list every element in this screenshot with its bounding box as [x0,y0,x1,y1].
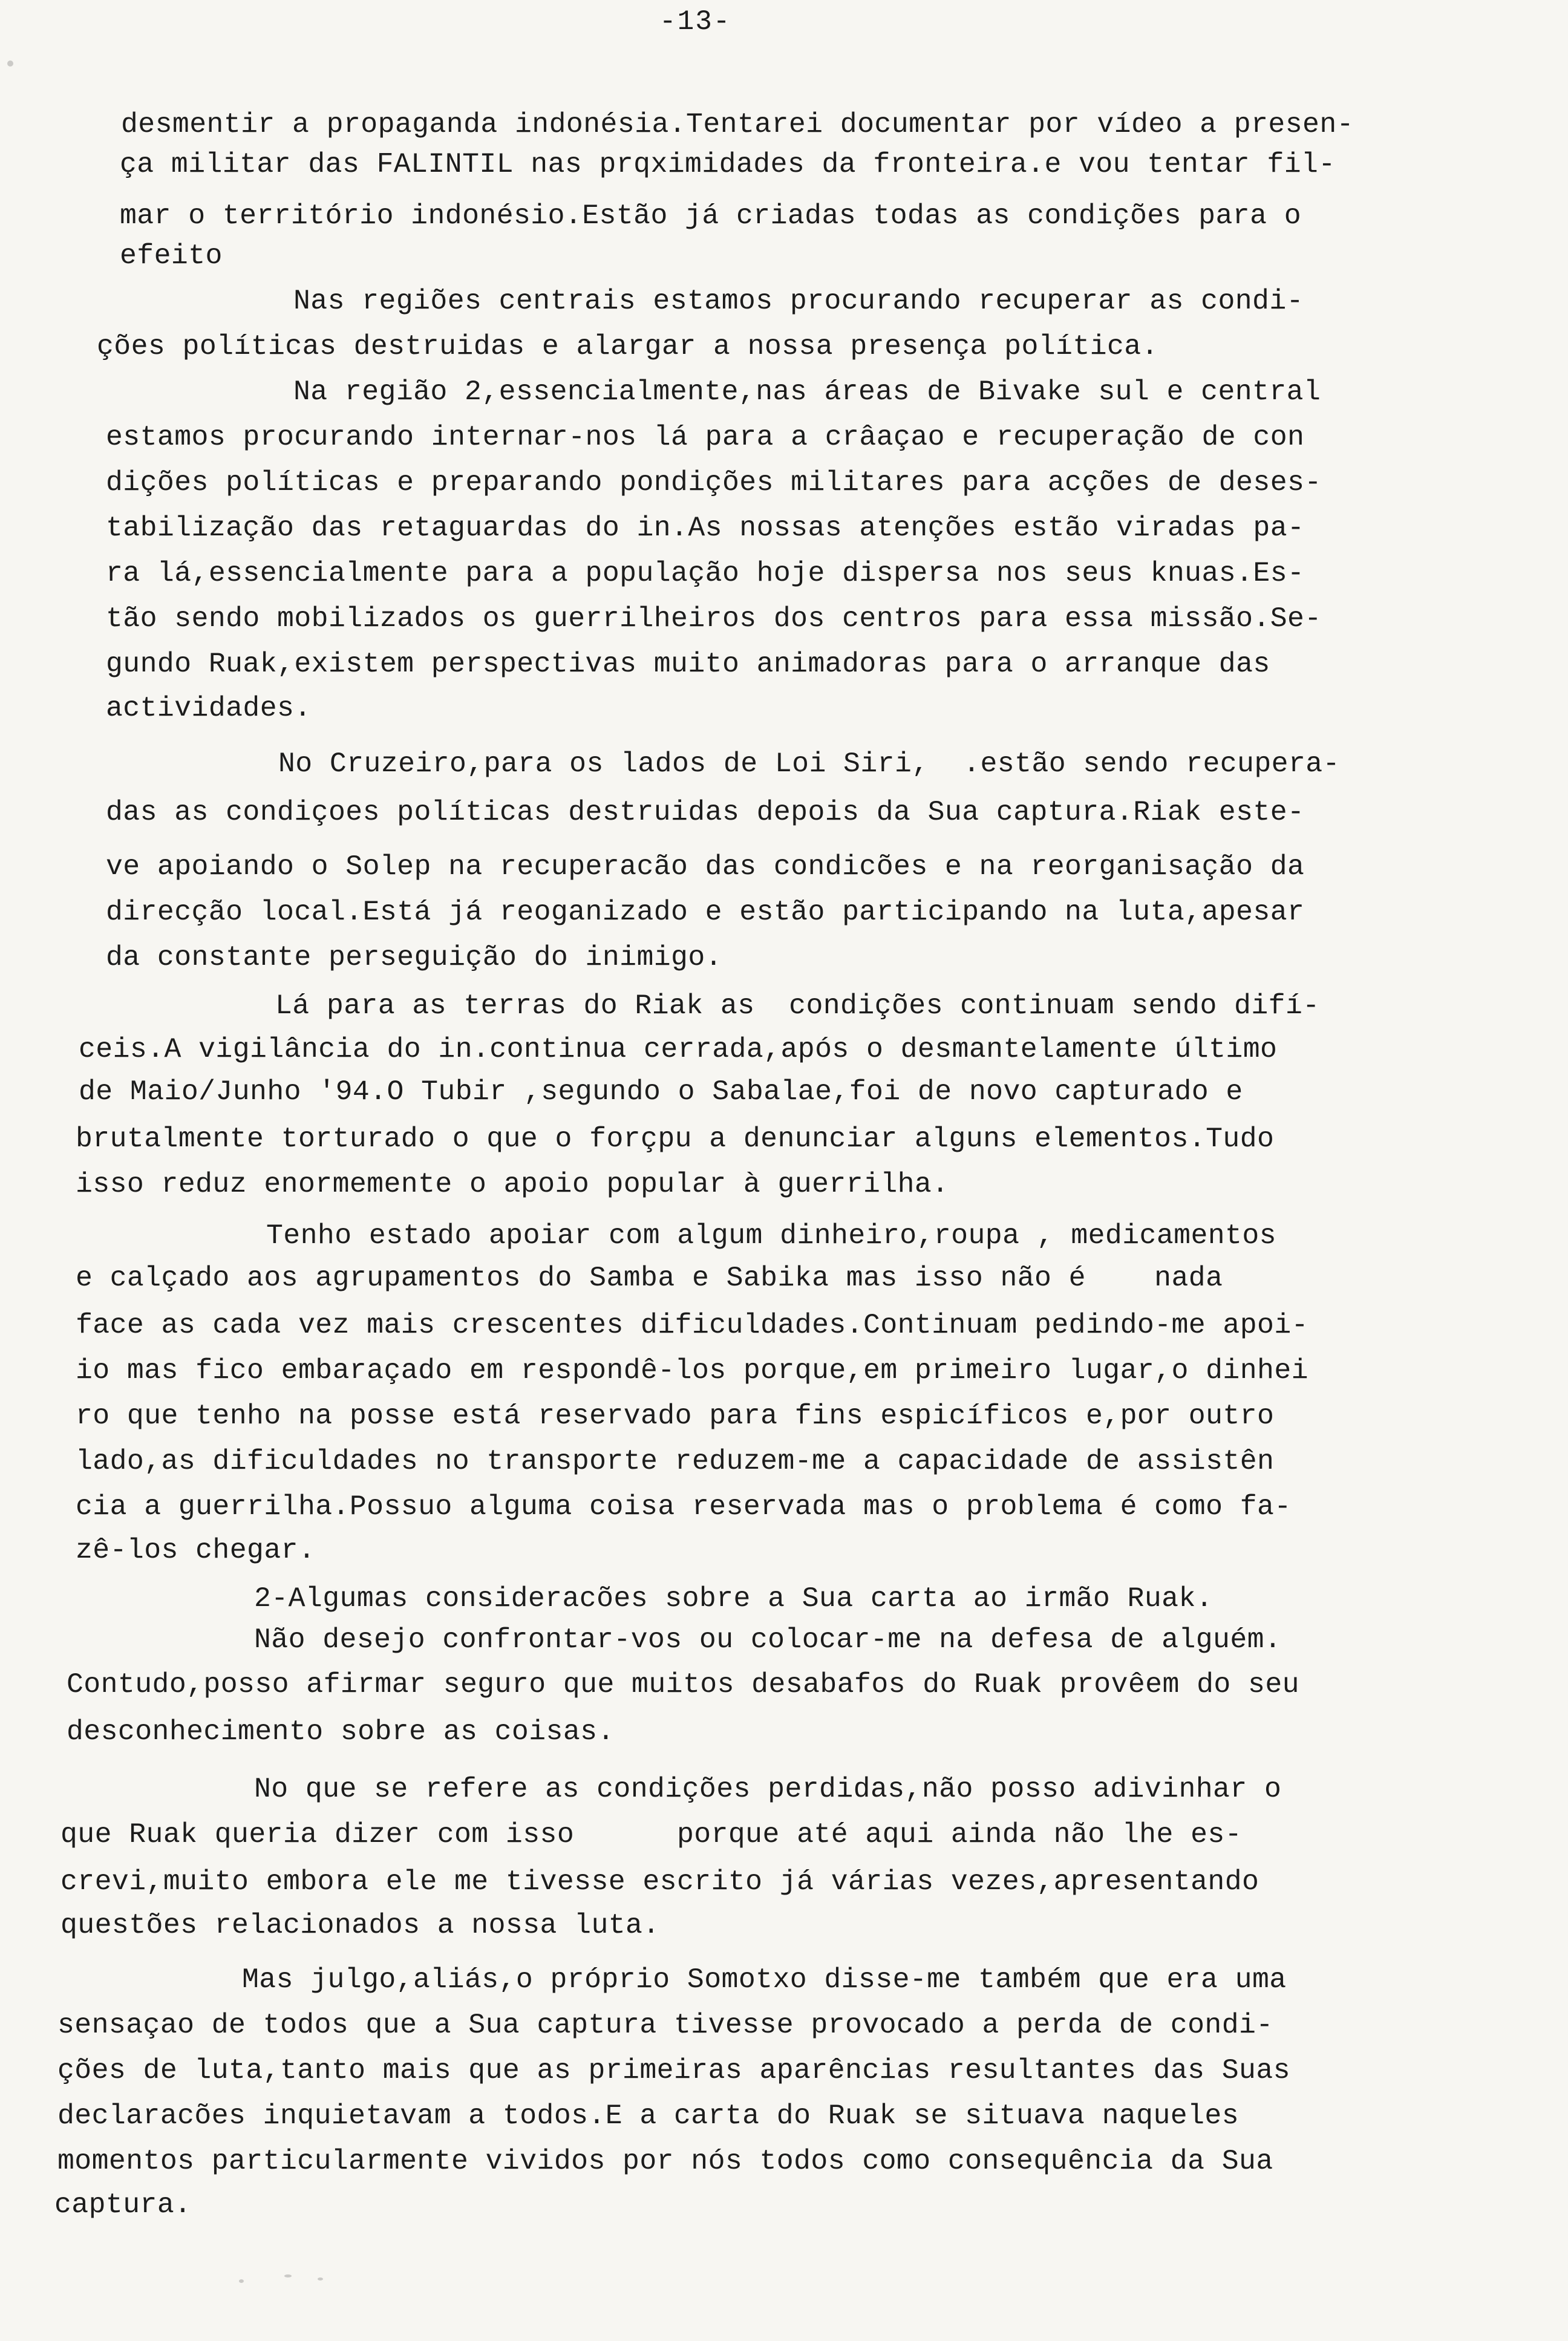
text-line: lado,as dificuldades no transporte reduzem-me a capacidade de assistên [76,1445,1275,1477]
text-line: momentos particularmente vividos por nós todos como consequência da Sua [57,2145,1273,2177]
text-line: Lá para as terras do Riak as condições continuam sendo difí- [275,990,1320,1022]
text-line: ve apoiando o Solep na recuperacão das condicões e na reorganisação da [106,851,1305,883]
text-line: io mas fico embaraçado em respondê-los porque,em primeiro lugar,o dinhei [76,1354,1308,1386]
text-line: Mas julgo,aliás,o próprio Somotxo disse-me também que era uma [242,1964,1287,1996]
text-line: No que se refere as condições perdidas,não posso adivinhar o [254,1773,1282,1805]
text-line: declaracões inquietavam a todos.E a carta do Ruak se situava naqueles [57,2100,1240,2132]
scan-smudge [284,2274,292,2277]
text-line: ções de luta,tanto mais que as primeiras aparências resultantes das Suas [57,2054,1290,2086]
text-line: No Cruzeiro,para os lados de Loi Siri, .estão sendo recupera- [278,748,1340,780]
text-line: cia a guerrilha.Possuo alguma coisa reservada mas o problema é como fa- [76,1490,1292,1523]
text-line: captura. [54,2189,192,2221]
text-line: Na região 2,essencialmente,nas áreas de Bivake sul e central [293,376,1321,408]
text-line: mar o território indonésio.Estão já criadas todas as condições para o [120,200,1302,232]
text-line: ra lá,essencialmente para a população hoje dispersa nos seus knuas.Es- [106,557,1305,589]
text-line: efeito [120,240,223,272]
text-line: Contudo,posso afirmar seguro que muitos desabafos do Ruak provêem do seu [67,1668,1299,1700]
scan-smudge [239,2279,244,2283]
text-line: e calçado aos agrupamentos do Samba e Sabika mas isso não é nada [76,1262,1223,1294]
text-line: questões relacionados a nossa luta. [60,1909,660,1941]
text-line: da constante perseguição do inimigo. [106,941,722,973]
scan-smudge [318,2277,323,2281]
text-line: ceis.A vigilância do in.continua cerrada,após o desmantelamente último [79,1033,1278,1065]
text-line: que Ruak queria dizer com isso porque até aqui ainda não lhe es- [60,1818,1243,1850]
text-line: actividades. [106,692,312,724]
text-line: Não desejo confrontar-vos ou colocar-me na defesa de alguém. [254,1624,1282,1656]
text-line: dições políticas e preparando pondições militares para acções de deses- [106,466,1322,498]
text-line: isso reduz enormemente o apoio popular à guerrilha. [76,1168,949,1200]
text-line: desmentir a propaganda indonésia.Tentarei documentar por vídeo a presen- [121,108,1354,140]
text-line: sensaçao de todos que a Sua captura tivesse provocado a perda de condi- [57,2009,1273,2041]
text-line: estamos procurando internar-nos lá para a crâaçao e recuperação de con [106,421,1305,453]
text-line: tabilização das retaguardas do in.As nossas atenções estão viradas pa- [106,512,1305,544]
text-line: de Maio/Junho '94.O Tubir ,segundo o Sabalae,foi de novo capturado e [79,1076,1243,1108]
text-line: ções políticas destruidas e alargar a nossa presença política. [97,330,1158,362]
text-line: crevi,muito embora ele me tivesse escrito já várias vezes,apresentando [60,1866,1259,1898]
text-line: tão sendo mobilizados os guerrilheiros dos centros para essa missão.Se- [106,602,1322,635]
text-line: direcção local.Está já reoganizado e estão participando na luta,apesar [106,896,1305,928]
text-line: brutalmente torturado o que o forçpu a denunciar alguns elementos.Tudo [76,1123,1275,1155]
text-line: Tenho estado apoiar com algum dinheiro,roupa , medicamentos [266,1219,1276,1252]
text-line: face as cada vez mais crescentes dificuldades.Continuam pedindo-me apoi- [76,1309,1308,1341]
text-line: ro que tenho na posse está reservado para fins espicíficos e,por outro [76,1400,1275,1432]
text-line: das as condiçoes políticas destruidas depois da Sua captura.Riak este- [106,796,1305,828]
text-line: gundo Ruak,existem perspectivas muito animadoras para o arranque das [106,648,1270,680]
text-line: ça militar das FALINTIL nas prqximidades da fronteira.e vou tentar fil- [120,148,1336,180]
text-line: desconhecimento sobre as coisas. [67,1716,615,1748]
scan-smudge [7,60,13,67]
section-heading-line: 2-Algumas consideracões sobre a Sua carta ao irmão Ruak. [254,1582,1214,1615]
page-number: -13- [659,6,731,38]
text-line: Nas regiões centrais estamos procurando recuperar as condi- [293,285,1304,317]
text-line: zê-los chegar. [76,1534,316,1566]
